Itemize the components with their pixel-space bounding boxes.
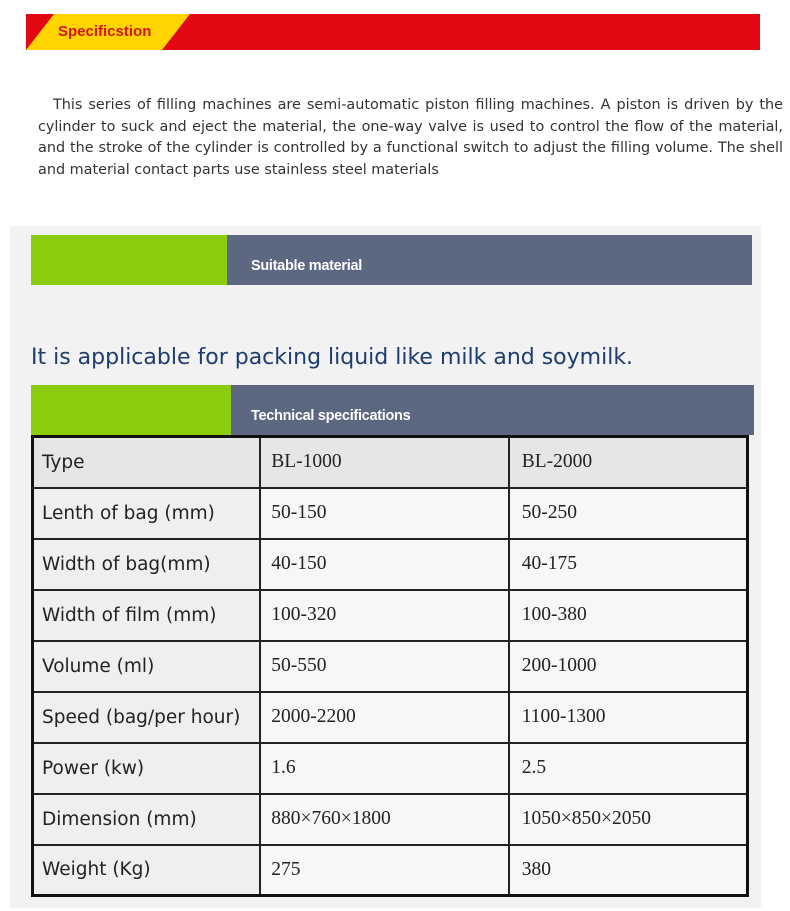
banner-title: Specificstion: [58, 23, 152, 40]
spec-table: [31, 435, 749, 897]
spec-label: Weight (Kg): [33, 845, 261, 896]
spec-value-bl2000: 50-250: [509, 488, 748, 539]
spec-value-bl2000: 40-175: [509, 539, 748, 590]
table-row: [33, 794, 748, 845]
intro-paragraph: This series of filling machines are semi-automatic piston filling machines. A piston is driven by the cylinder to suck and eject the material, the one-way valve is used to control the flow of the material, and the stroke of the cylinder is controlled by a functional switch to adjust the filling volume. The shell and material contact parts use stainless steel materials: [38, 97, 783, 178]
applicable-text: It is applicable for packing liquid like milk and soymilk.: [31, 345, 634, 370]
spec-label: Dimension (mm): [33, 794, 261, 845]
spec-value-bl1000: 40-150: [260, 539, 508, 590]
spec-value-bl1000: 50-150: [260, 488, 508, 539]
spec-value-bl2000: 2.5: [509, 743, 748, 794]
spec-value-bl1000: 50-550: [260, 641, 508, 692]
technical-spec-label: Technical specifications: [251, 408, 411, 424]
spec-label: Type: [33, 437, 261, 488]
spec-banner: [26, 14, 760, 50]
spec-value-bl2000: 200-1000: [509, 641, 748, 692]
spec-value-bl1000: 100-320: [260, 590, 508, 641]
spec-value-bl2000: 1100-1300: [509, 692, 748, 743]
section-accent: [31, 385, 231, 435]
spec-value-bl2000: BL-2000: [509, 437, 748, 488]
table-row: [33, 743, 748, 794]
spec-label: Power (kw): [33, 743, 261, 794]
table-row: [33, 845, 748, 896]
spec-value-bl1000: 1.6: [260, 743, 508, 794]
spec-value-bl1000: 2000-2200: [260, 692, 508, 743]
table-row: [33, 488, 748, 539]
spec-label: Lenth of bag (mm): [33, 488, 261, 539]
spec-label: Volume (ml): [33, 641, 261, 692]
suitable-material-bar: [31, 235, 752, 285]
spec-value-bl1000: BL-1000: [260, 437, 508, 488]
table-row: [33, 641, 748, 692]
table-row: [33, 539, 748, 590]
table-row: [33, 590, 748, 641]
spec-value-bl2000: 380: [509, 845, 748, 896]
technical-spec-bar: [31, 385, 754, 435]
spec-label: Speed (bag/per hour): [33, 692, 261, 743]
spec-value-bl2000: 1050×850×2050: [509, 794, 748, 845]
section-accent: [31, 235, 227, 285]
suitable-material-label: Suitable material: [251, 258, 362, 274]
spec-value-bl2000: 100-380: [509, 590, 748, 641]
spec-label: Width of film (mm): [33, 590, 261, 641]
spec-value-bl1000: 880×760×1800: [260, 794, 508, 845]
spec-value-bl1000: 275: [260, 845, 508, 896]
table-row: [33, 692, 748, 743]
spec-label: Width of bag(mm): [33, 539, 261, 590]
table-row: [33, 437, 748, 488]
